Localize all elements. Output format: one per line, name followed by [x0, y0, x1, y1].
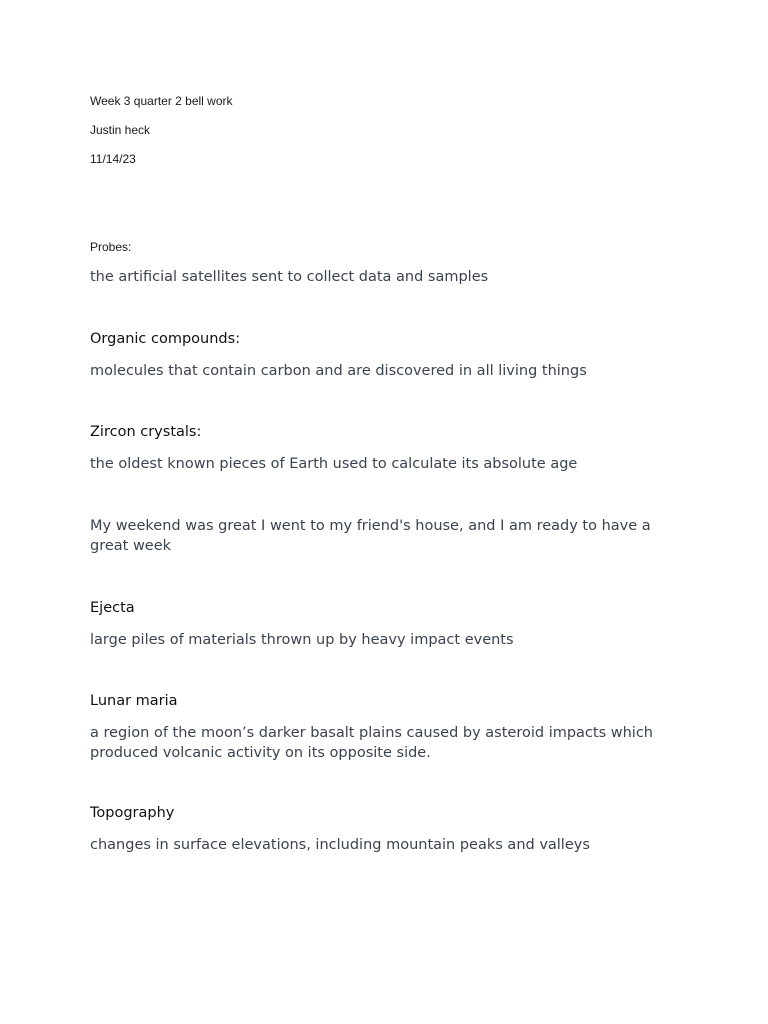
term-ejecta: Ejecta [90, 600, 135, 616]
term-zircon-crystals: Zircon crystals: [90, 424, 202, 440]
document-date: 11/14/23 [90, 152, 136, 166]
term-topography: Topography [90, 805, 175, 821]
definition-probes: the artificial satellites sent to collect data and samples [90, 269, 489, 285]
term-organic-compounds: Organic compounds: [90, 331, 241, 347]
definition-ejecta: large piles of materials thrown up by heavy impact events [90, 632, 514, 648]
definition-topography: changes in surface elevations, including mountain peaks and valleys [90, 837, 590, 853]
weekend-note: My weekend was great I went to my friend's house, and I am ready to have a great week [90, 518, 651, 554]
definition-zircon-crystals: the oldest known pieces of Earth used to calculate its absolute age [90, 456, 578, 472]
term-lunar-maria: Lunar maria [90, 693, 178, 709]
definition-lunar-maria: a region of the moon’s darker basalt plains caused by asteroid impacts which produced volcanic activity on its opposite side. [90, 725, 653, 761]
author-name: Justin heck [90, 123, 151, 137]
term-probes: Probes: [90, 240, 132, 254]
document-title: Week 3 quarter 2 bell work [90, 94, 233, 108]
definition-organic-compounds: molecules that contain carbon and are discovered in all living things [90, 363, 587, 379]
